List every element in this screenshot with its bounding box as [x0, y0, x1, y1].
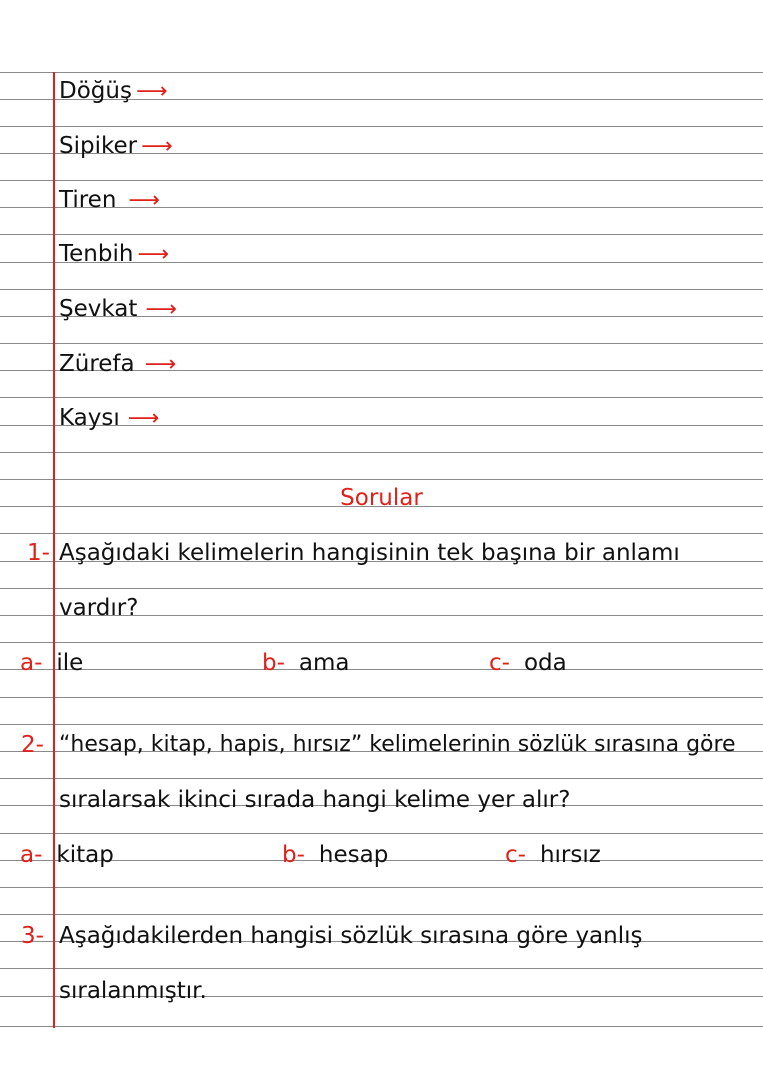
option-letter: b- [262, 650, 285, 676]
vocab-item [59, 186, 160, 215]
option-text: ama [298, 650, 350, 676]
question-text-line: sıralarsak ikinci sırada hangi kelime yer alır? [59, 787, 571, 813]
option-letter: a- [20, 650, 43, 676]
option-text: oda [523, 650, 567, 676]
section-title: Sorular [340, 485, 423, 511]
question-number: 2- [21, 732, 44, 758]
arrow-icon: ⟶ [127, 406, 160, 431]
option-text: kitap [56, 842, 114, 868]
vocab-word: Tenbih [59, 241, 134, 267]
question-text-line: Aşağıdakilerden hangisi sözlük sırasına göre yanlış [59, 923, 643, 949]
option-letter: b- [282, 842, 305, 868]
vocab-word: Sipiker [59, 133, 138, 159]
option-c [505, 841, 601, 869]
option-letter: c- [505, 842, 526, 868]
vocab-word: Şevkat [59, 296, 138, 322]
arrow-icon: ⟶ [141, 134, 173, 159]
arrow-icon: ⟶ [128, 188, 160, 213]
vocab-item [59, 350, 176, 379]
option-a [20, 841, 114, 869]
question-number: 1- [27, 540, 50, 566]
vocab-item [59, 77, 168, 106]
option-text: ile [56, 650, 84, 676]
option-letter: a- [20, 842, 43, 868]
option-b [282, 841, 388, 869]
vocab-word: Döğüş [59, 78, 132, 104]
vocab-item [59, 132, 173, 161]
arrow-icon: ⟶ [137, 242, 169, 267]
vocab-item [59, 404, 159, 433]
vocab-item [59, 295, 177, 324]
arrow-icon: ⟶ [144, 352, 177, 377]
question-text-line: vardır? [59, 595, 139, 621]
arrow-icon: ⟶ [135, 79, 168, 104]
option-letter: c- [489, 650, 510, 676]
vocab-item [59, 240, 169, 269]
question-number: 3- [21, 923, 44, 949]
vocab-word: Zürefa [59, 351, 135, 377]
margin-line [53, 72, 55, 1028]
option-text: hesap [318, 842, 389, 868]
option-text: hırsız [539, 842, 601, 868]
question-text-line: “hesap, kitap, hapis, hırsız” kelimelerinin sözlük sırasına göre [59, 732, 736, 757]
question-text-line: sıralanmıştır. [59, 978, 207, 1004]
option-b [262, 649, 350, 677]
vocab-word: Kaysı [59, 405, 120, 431]
arrow-icon: ⟶ [145, 297, 177, 322]
question-text-line: Aşağıdaki kelimelerin hangisinin tek başına bir anlamı [59, 540, 680, 566]
option-c [489, 649, 567, 677]
vocab-word: Tiren [59, 187, 117, 213]
option-a [20, 649, 83, 677]
